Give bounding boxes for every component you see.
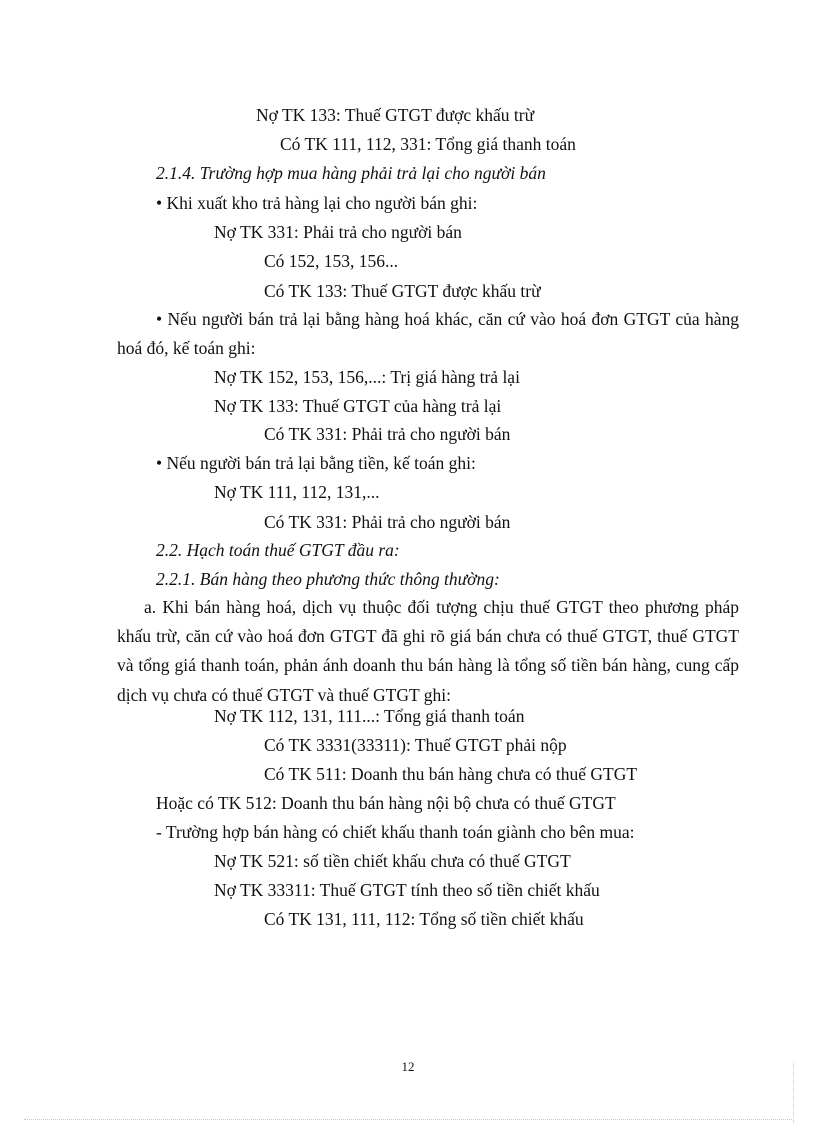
journal-entry-line: Có TK 331: Phải trả cho người bán — [264, 424, 511, 444]
journal-entry-line: Có TK 111, 112, 331: Tổng giá thanh toán — [280, 134, 576, 154]
section-heading: 2.2.1. Bán hàng theo phương thức thông thường: — [156, 569, 500, 589]
journal-entry-line: Có TK 511: Doanh thu bán hàng chưa có thuế GTGT — [264, 764, 638, 784]
list-item: - Trường hợp bán hàng có chiết khấu thanh toán giành cho bên mua: — [156, 822, 635, 842]
journal-entry-line: Nợ TK 133: Thuế GTGT của hàng trả lại — [214, 396, 502, 416]
journal-entry-line: Nợ TK 112, 131, 111...: Tổng giá thanh toán — [214, 706, 525, 726]
section-heading: 2.2. Hạch toán thuế GTGT đầu ra: — [156, 540, 400, 560]
journal-entry-line: Nợ TK 152, 153, 156,...: Trị giá hàng trả lại — [214, 367, 520, 387]
bullet-item: • Khi xuất kho trả hàng lại cho người bán ghi: — [156, 193, 478, 213]
journal-entry-line: Có 152, 153, 156... — [264, 251, 399, 271]
paragraph: • Nếu người bán trả lại bằng hàng hoá khác, căn cứ vào hoá đơn GTGT của hàng hoá đó, kế toán ghi: — [117, 309, 739, 359]
bullet-item: • Nếu người bán trả lại bằng tiền, kế toán ghi: — [156, 453, 476, 473]
paragraph: a. Khi bán hàng hoá, dịch vụ thuộc đối tượng chịu thuế GTGT theo phương pháp khấu trừ, căn cứ vào hoá đơn GTGT đã ghi rõ giá bán chưa có thuế GTGT, thuế GTGT và tổng giá thanh toán, phản ánh doanh thu bán hàng là tổng số tiền bán hàng, cung cấp dịch vụ chưa có thuế GTGT và thuế GTGT ghi: — [117, 597, 739, 705]
journal-entry-line: Có TK 3331(33311): Thuế GTGT phải nộp — [264, 735, 567, 755]
page-edge-divider — [24, 1119, 792, 1120]
journal-entry-line: Có TK 133: Thuế GTGT được khấu trừ — [264, 281, 541, 301]
journal-entry-line: Nợ TK 521: số tiền chiết khấu chưa có thuế GTGT — [214, 851, 571, 871]
journal-entry-line: Hoặc có TK 512: Doanh thu bán hàng nội bộ chưa có thuế GTGT — [156, 793, 616, 813]
journal-entry-line: Nợ TK 133: Thuế GTGT được khấu trừ — [256, 105, 535, 125]
page-number: 12 — [401, 1059, 415, 1074]
journal-entry-line: Nợ TK 111, 112, 131,... — [214, 482, 380, 502]
journal-entry-line: Có TK 131, 111, 112: Tổng số tiền chiết khấu — [264, 909, 584, 929]
section-heading: 2.1.4. Trường hợp mua hàng phải trả lại cho người bán — [156, 163, 546, 183]
journal-entry-line: Có TK 331: Phải trả cho người bán — [264, 512, 511, 532]
journal-entry-line: Nợ TK 33311: Thuế GTGT tính theo số tiền chiết khấu — [214, 880, 600, 900]
page-edge-divider — [793, 1062, 794, 1123]
journal-entry-line: Nợ TK 331: Phải trả cho người bán — [214, 222, 462, 242]
